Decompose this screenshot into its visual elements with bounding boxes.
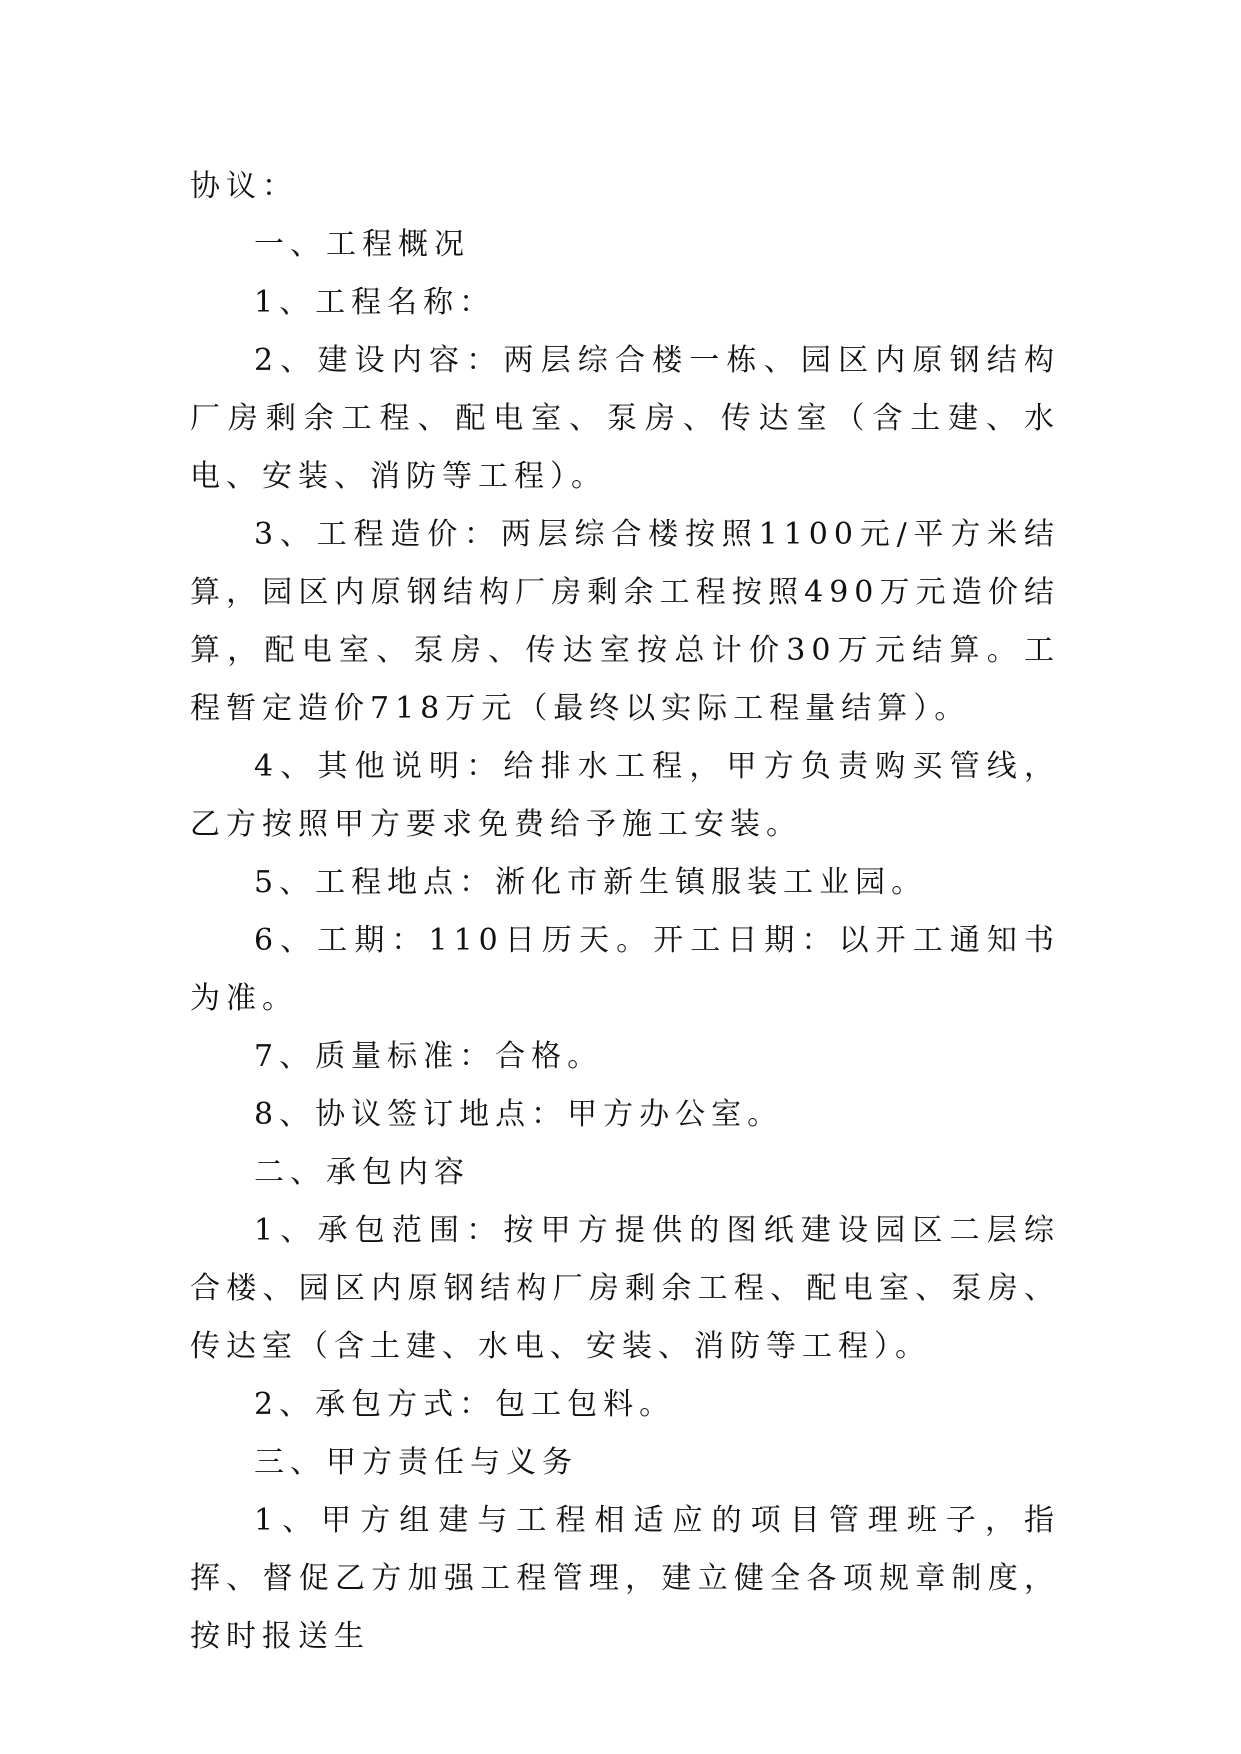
document-body — [190, 158, 1060, 1666]
paragraph-project-location: 5、工程地点：淅化市新生镇服装工业园。 — [254, 865, 928, 900]
paragraph-schedule: 6、工期：110日历天。开工日期：以开工通知书为准。 — [190, 923, 1060, 1016]
paragraph-intro: 协议： — [190, 169, 298, 204]
paragraph-contract-range: 1、承包范围：按甲方提供的图纸建设园区二层综合楼、园区内原钢结构厂房剩余工程、配电室、泵房、传达室（含土建、水电、安装、消防等工程）。 — [190, 1213, 1060, 1364]
paragraph-project-name: 1、工程名称： — [254, 285, 496, 320]
paragraph-quality-standard: 7、质量标准：合格。 — [254, 1039, 604, 1074]
section-heading-party-a-duties: 三、甲方责任与义务 — [254, 1445, 578, 1480]
paragraph-construction-content: 2、建设内容：两层综合楼一栋、园区内原钢结构厂房剩余工程、配电室、泵房、传达室（含土建、水电、安装、消防等工程）。 — [190, 343, 1060, 494]
paragraph-contract-method: 2、承包方式：包工包料。 — [254, 1387, 676, 1422]
paragraph-project-cost: 3、工程造价：两层综合楼按照1100元/平方米结算，园区内原钢结构厂房剩余工程按照490万元造价结算，配电室、泵房、传达室按总计价30万元结算。工程暂定造价718万元（最终以实际工程量结算）。 — [190, 517, 1060, 726]
paragraph-party-a-duty-1: 1、甲方组建与工程相适应的项目管理班子，指挥、督促乙方加强工程管理，建立健全各项规章制度，按时报送生 — [190, 1503, 1060, 1654]
paragraph-other-notes: 4、其他说明：给排水工程，甲方负责购买管线，乙方按照甲方要求免费给予施工安装。 — [190, 749, 1060, 842]
paragraph-signing-place: 8、协议签订地点：甲方办公室。 — [254, 1097, 784, 1132]
section-heading-contract-scope: 二、承包内容 — [254, 1155, 470, 1190]
section-heading-overview: 一、工程概况 — [254, 227, 470, 262]
